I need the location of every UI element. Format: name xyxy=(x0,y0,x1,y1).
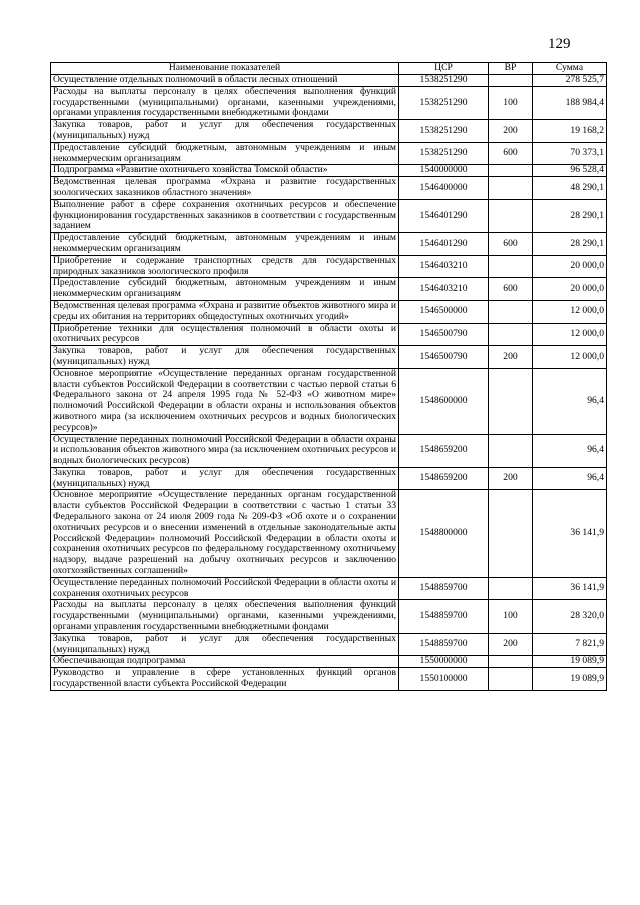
cell-vr: 200 xyxy=(489,633,533,656)
cell-sum: 48 290,1 xyxy=(533,177,607,200)
cell-sum: 12 000,0 xyxy=(533,323,607,346)
cell-vr: 200 xyxy=(489,120,533,143)
cell-name: Расходы на выплаты персоналу в целях обеспечения выполнения функций государственными (муниципальными) органами, казенными учреждениями, органами управления государственными внебюджетными фондами xyxy=(51,600,399,633)
cell-sum: 12 000,0 xyxy=(533,346,607,369)
header-name: Наименование показателей xyxy=(51,63,399,75)
cell-sum: 19 089,9 xyxy=(533,668,607,691)
cell-vr xyxy=(489,75,533,87)
cell-sum: 96 528,4 xyxy=(533,165,607,177)
cell-csr: 1538251290 xyxy=(399,86,489,119)
table-header-row xyxy=(51,63,607,75)
cell-vr: 200 xyxy=(489,467,533,490)
cell-vr xyxy=(489,490,533,577)
cell-vr xyxy=(489,300,533,323)
cell-name: Приобретение техники для осуществления полномочий в области охоты и охотничьих ресурсов xyxy=(51,323,399,346)
cell-csr: 1548859700 xyxy=(399,600,489,633)
cell-vr: 100 xyxy=(489,600,533,633)
cell-vr: 200 xyxy=(489,346,533,369)
cell-vr xyxy=(489,577,533,600)
table-row xyxy=(51,165,607,177)
cell-sum: 188 984,4 xyxy=(533,86,607,119)
cell-csr: 1548859700 xyxy=(399,633,489,656)
cell-csr: 1546401290 xyxy=(399,199,489,232)
cell-csr: 1548800000 xyxy=(399,490,489,577)
cell-sum: 96,4 xyxy=(533,368,607,434)
cell-csr: 1546500790 xyxy=(399,323,489,346)
cell-name: Ведомственная целевая программа «Охрана и развитие государственных зоологических заказников областного значения» xyxy=(51,177,399,200)
cell-csr: 1548859700 xyxy=(399,577,489,600)
table-row xyxy=(51,278,607,301)
cell-csr: 1546500000 xyxy=(399,300,489,323)
table-body xyxy=(51,75,607,691)
cell-sum: 12 000,0 xyxy=(533,300,607,323)
cell-name: Осуществление переданных полномочий Российской Федерации в области охраны и использования объектов животного мира (за исключением охотничьих ресурсов и водных биологических ресурсов) xyxy=(51,434,399,467)
cell-vr xyxy=(489,255,533,278)
cell-vr xyxy=(489,368,533,434)
cell-name: Закупка товаров, работ и услуг для обеспечения государственных (муниципальных) нужд xyxy=(51,633,399,656)
cell-name: Осуществление отдельных полномочий в области лесных отношений xyxy=(51,75,399,87)
cell-csr: 1546500790 xyxy=(399,346,489,369)
cell-vr xyxy=(489,323,533,346)
cell-csr: 1540000000 xyxy=(399,165,489,177)
cell-csr: 1538251290 xyxy=(399,120,489,143)
cell-name: Подпрограмма «Развитие охотничьего хозяйства Томской области» xyxy=(51,165,399,177)
header-csr: ЦСР xyxy=(399,63,489,75)
table-row xyxy=(51,467,607,490)
cell-sum: 20 000,0 xyxy=(533,255,607,278)
cell-csr: 1538251290 xyxy=(399,75,489,87)
cell-name: Закупка товаров, работ и услуг для обеспечения государственных (муниципальных) нужд xyxy=(51,346,399,369)
table-row xyxy=(51,323,607,346)
table-row xyxy=(51,75,607,87)
cell-name: Предоставление субсидий бюджетным, автономным учреждениям и иным некоммерческим организациям xyxy=(51,278,399,301)
cell-name: Предоставление субсидий бюджетным, автономным учреждениям и иным некоммерческим организациям xyxy=(51,233,399,256)
cell-sum: 20 000,0 xyxy=(533,278,607,301)
cell-vr xyxy=(489,165,533,177)
cell-name: Приобретение и содержание транспортных средств для государственных природных заказников зоологического профиля xyxy=(51,255,399,278)
cell-vr: 600 xyxy=(489,233,533,256)
table-row xyxy=(51,199,607,232)
cell-name: Ведомственная целевая программа «Охрана и развитие объектов животного мира и среды их обитания на территориях общедоступных охотничьих угодий» xyxy=(51,300,399,323)
cell-name: Закупка товаров, работ и услуг для обеспечения государственных (муниципальных) нужд xyxy=(51,120,399,143)
cell-name: Закупка товаров, работ и услуг для обеспечения государственных (муниципальных) нужд xyxy=(51,467,399,490)
cell-vr xyxy=(489,668,533,691)
cell-csr: 1538251290 xyxy=(399,142,489,165)
cell-sum: 19 168,2 xyxy=(533,120,607,143)
table-row xyxy=(51,255,607,278)
cell-sum: 96,4 xyxy=(533,434,607,467)
cell-name: Расходы на выплаты персоналу в целях обеспечения выполнения функций государственными (муниципальными) органами, казенными учреждениями, органами управления государственными внебюджетными фондами xyxy=(51,86,399,119)
cell-name: Предоставление субсидий бюджетным, автономным учреждениям и иным некоммерческим организациям xyxy=(51,142,399,165)
cell-csr: 1548659200 xyxy=(399,434,489,467)
table-row xyxy=(51,600,607,633)
cell-vr xyxy=(489,177,533,200)
cell-csr: 1546401290 xyxy=(399,233,489,256)
cell-sum: 36 141,9 xyxy=(533,490,607,577)
cell-csr: 1546403210 xyxy=(399,278,489,301)
cell-csr: 1546400000 xyxy=(399,177,489,200)
cell-vr xyxy=(489,656,533,668)
cell-sum: 19 089,9 xyxy=(533,656,607,668)
table-row xyxy=(51,633,607,656)
cell-sum: 28 290,1 xyxy=(533,199,607,232)
table-row xyxy=(51,142,607,165)
cell-csr: 1550100000 xyxy=(399,668,489,691)
cell-name: Руководство и управление в сфере установленных функций органов государственной власти субъекта Российской Федерации xyxy=(51,668,399,691)
header-vr: ВР xyxy=(489,63,533,75)
cell-sum: 7 821,9 xyxy=(533,633,607,656)
cell-sum: 36 141,9 xyxy=(533,577,607,600)
cell-sum: 28 290,1 xyxy=(533,233,607,256)
cell-sum: 70 373,1 xyxy=(533,142,607,165)
table-row xyxy=(51,668,607,691)
table-row xyxy=(51,656,607,668)
cell-csr: 1548659200 xyxy=(399,467,489,490)
cell-csr: 1546403210 xyxy=(399,255,489,278)
cell-sum: 96,4 xyxy=(533,467,607,490)
cell-sum: 278 525,7 xyxy=(533,75,607,87)
cell-vr xyxy=(489,199,533,232)
header-sum: Сумма xyxy=(533,63,607,75)
cell-csr: 1548600000 xyxy=(399,368,489,434)
table-row xyxy=(51,346,607,369)
table-row xyxy=(51,300,607,323)
cell-name: Выполнение работ в сфере сохранения охотничьих ресурсов и обеспечение функционирования государственных заказников в соответствии с государственным заданием xyxy=(51,199,399,232)
table-row xyxy=(51,490,607,577)
cell-name: Обеспечивающая подпрограмма xyxy=(51,656,399,668)
table-row xyxy=(51,120,607,143)
cell-vr: 600 xyxy=(489,142,533,165)
table-row xyxy=(51,368,607,434)
cell-sum: 28 320,0 xyxy=(533,600,607,633)
table-row xyxy=(51,177,607,200)
cell-csr: 1550000000 xyxy=(399,656,489,668)
cell-name: Основное мероприятие «Осуществление переданных органам государственной власти субъектов Российской Федерации в соответствии с частью первой статьи 6 Федерального закона от 24 апреля 1995 года № 52-ФЗ «О животном мире» полномочий Российской Федерации в области охраны и использования объектов животного мира (за исключением охотничьих ресурсов и водных биологических ресурсов)» xyxy=(51,368,399,434)
table-row xyxy=(51,233,607,256)
page-number: 129 xyxy=(548,36,571,52)
table-row xyxy=(51,86,607,119)
cell-vr: 100 xyxy=(489,86,533,119)
cell-vr xyxy=(489,434,533,467)
cell-vr: 600 xyxy=(489,278,533,301)
budget-table xyxy=(50,62,607,691)
cell-name: Осуществление переданных полномочий Российской Федерации в области охоты и сохранения охотничьих ресурсов xyxy=(51,577,399,600)
table-row xyxy=(51,434,607,467)
table-row xyxy=(51,577,607,600)
cell-name: Основное мероприятие «Осуществление переданных органам государственной власти субъектов Российской Федерации в соответствии с частью 1 статьи 33 Федерального закона от 24 июля 2009 года № 209-ФЗ «Об охоте и о сохранении охотничьих ресурсов и о внесении изменений в отдельные законодательные акты Российской Федерации» полномочий Российской Федерации в области охоты и сохранения охотничьих ресурсов по федеральному государственному охотничьему надзору, выдаче разрешений на добычу охотничьих ресурсов и заключению охотхозяйственных соглашений» xyxy=(51,490,399,577)
